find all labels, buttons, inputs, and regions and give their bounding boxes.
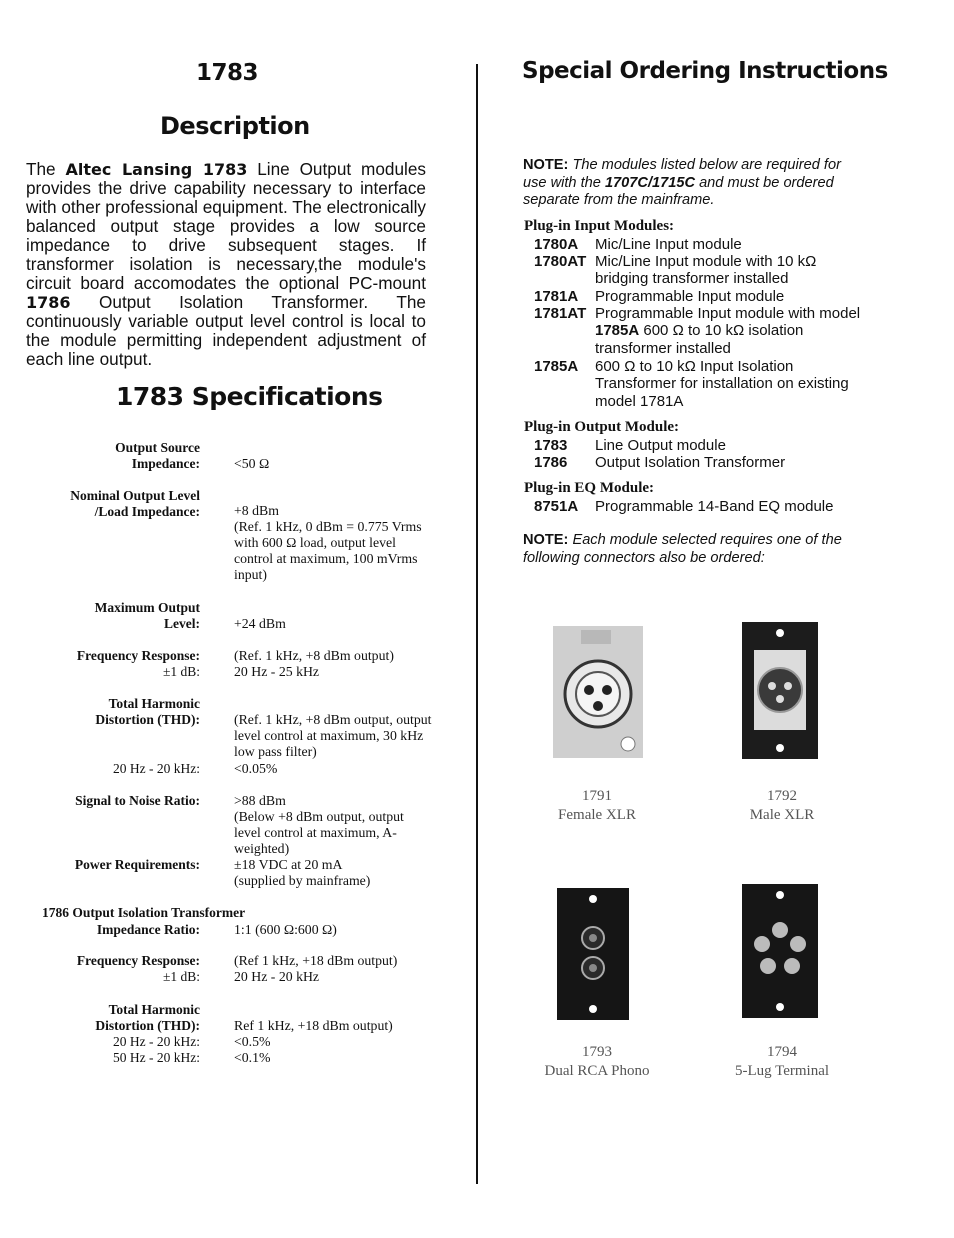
spec-value: >88 dBm (Below +8 dBm output, output level control at maximum, A-weighted) (234, 793, 404, 856)
input-modules-heading: Plug-in Input Modules: (524, 218, 675, 234)
connector-caption: 1792 Male XLR (749, 788, 815, 823)
spec-label: Nominal Output Level /Load Impedance: (70, 488, 200, 519)
transformer-model: 1786 (26, 293, 71, 312)
spec-label: Impedance Ratio: (96, 922, 200, 937)
description-text: Output Isolation Transformer. The continuously variable output level control is local to the module permitting independent adjustment of each line output. (26, 292, 426, 369)
spec-value: (Ref. 1 kHz, +8 dBm output) 20 Hz - 25 kHz (234, 648, 394, 679)
spec-label: Frequency Response: ±1 dB: (76, 648, 200, 679)
spec-value: ±18 VDC at 20 mA (supplied by mainframe) (234, 857, 371, 888)
description-paragraph (26, 160, 426, 369)
spec-label: Total Harmonic Distortion (THD): (95, 696, 200, 727)
note-required-modules: NOTE: The modules listed below are required for use with the 1707C/1715C and must be ordered separate from the mainframe. (523, 157, 841, 208)
model-title: 1783 (196, 60, 259, 86)
five-lug-terminal-icon (742, 884, 818, 1018)
ordering-title: Special Ordering Instructions (522, 58, 888, 84)
male-xlr-connector-icon (742, 622, 818, 759)
spec-value: +24 dBm (234, 616, 286, 631)
description-text: The (26, 159, 66, 179)
eq-module-heading: Plug-in EQ Module: (524, 480, 655, 496)
connector-caption: 1794 5-Lug Terminal (734, 1044, 830, 1079)
spec-label: Maximum Output Level: (94, 600, 200, 631)
brand-name: Altec Lansing 1783 (65, 160, 248, 179)
column-divider (476, 64, 478, 1184)
description-title: Description (160, 112, 310, 140)
spec-label: Output Source Impedance: (115, 440, 200, 471)
spec-value: <0.05% (234, 761, 278, 776)
spec-value: (Ref. 1 kHz, +8 dBm output, output level control at maximum, 30 kHz low pass filter) (234, 712, 432, 759)
spec-label: 20 Hz - 20 kHz: (113, 761, 200, 776)
spec-value: +8 dBm (Ref. 1 kHz, 0 dBm = 0.775 Vrms with 600 Ω load, output level control at maximum, 100 mVrms input) (234, 503, 422, 582)
spec-label: Frequency Response: ±1 dB: (76, 953, 200, 984)
specifications-title: 1783 Specifications (116, 382, 383, 411)
spec-label: Total Harmonic Distortion (THD): 20 Hz - 20 kHz: 50 Hz - 20 kHz: (95, 1002, 200, 1065)
spec-label: Signal to Noise Ratio: (75, 793, 200, 808)
female-xlr-connector-icon (553, 626, 643, 758)
transformer-title: 1786 Output Isolation Transformer (42, 905, 246, 920)
spec-value: 1:1 (600 Ω:600 Ω) (234, 922, 337, 937)
connector-caption: 1793 Dual RCA Phono (544, 1044, 650, 1079)
spec-value: Ref 1 kHz, +18 dBm output) <0.5% <0.1% (234, 1018, 393, 1065)
note-connectors: NOTE: Each module selected requires one of the following connectors also be ordered: (523, 532, 842, 566)
spec-value: <50 Ω (234, 456, 270, 471)
spec-label: Power Requirements: (74, 857, 200, 872)
description-text: Line Output modules provides the drive capability necessary to interface with other professional equipment. The electronically balanced output stage provides a low source impedance to drive subsequent stages. If transformer isolation is necessary,the module's circuit board accomodates the optional PC-mount (26, 159, 426, 293)
output-module-heading: Plug-in Output Module: (524, 419, 680, 435)
dual-rca-connector-icon (557, 888, 629, 1020)
connector-caption: 1791 Female XLR (558, 788, 636, 823)
spec-value: (Ref 1 kHz, +18 dBm output) 20 Hz - 20 kHz (234, 953, 398, 984)
